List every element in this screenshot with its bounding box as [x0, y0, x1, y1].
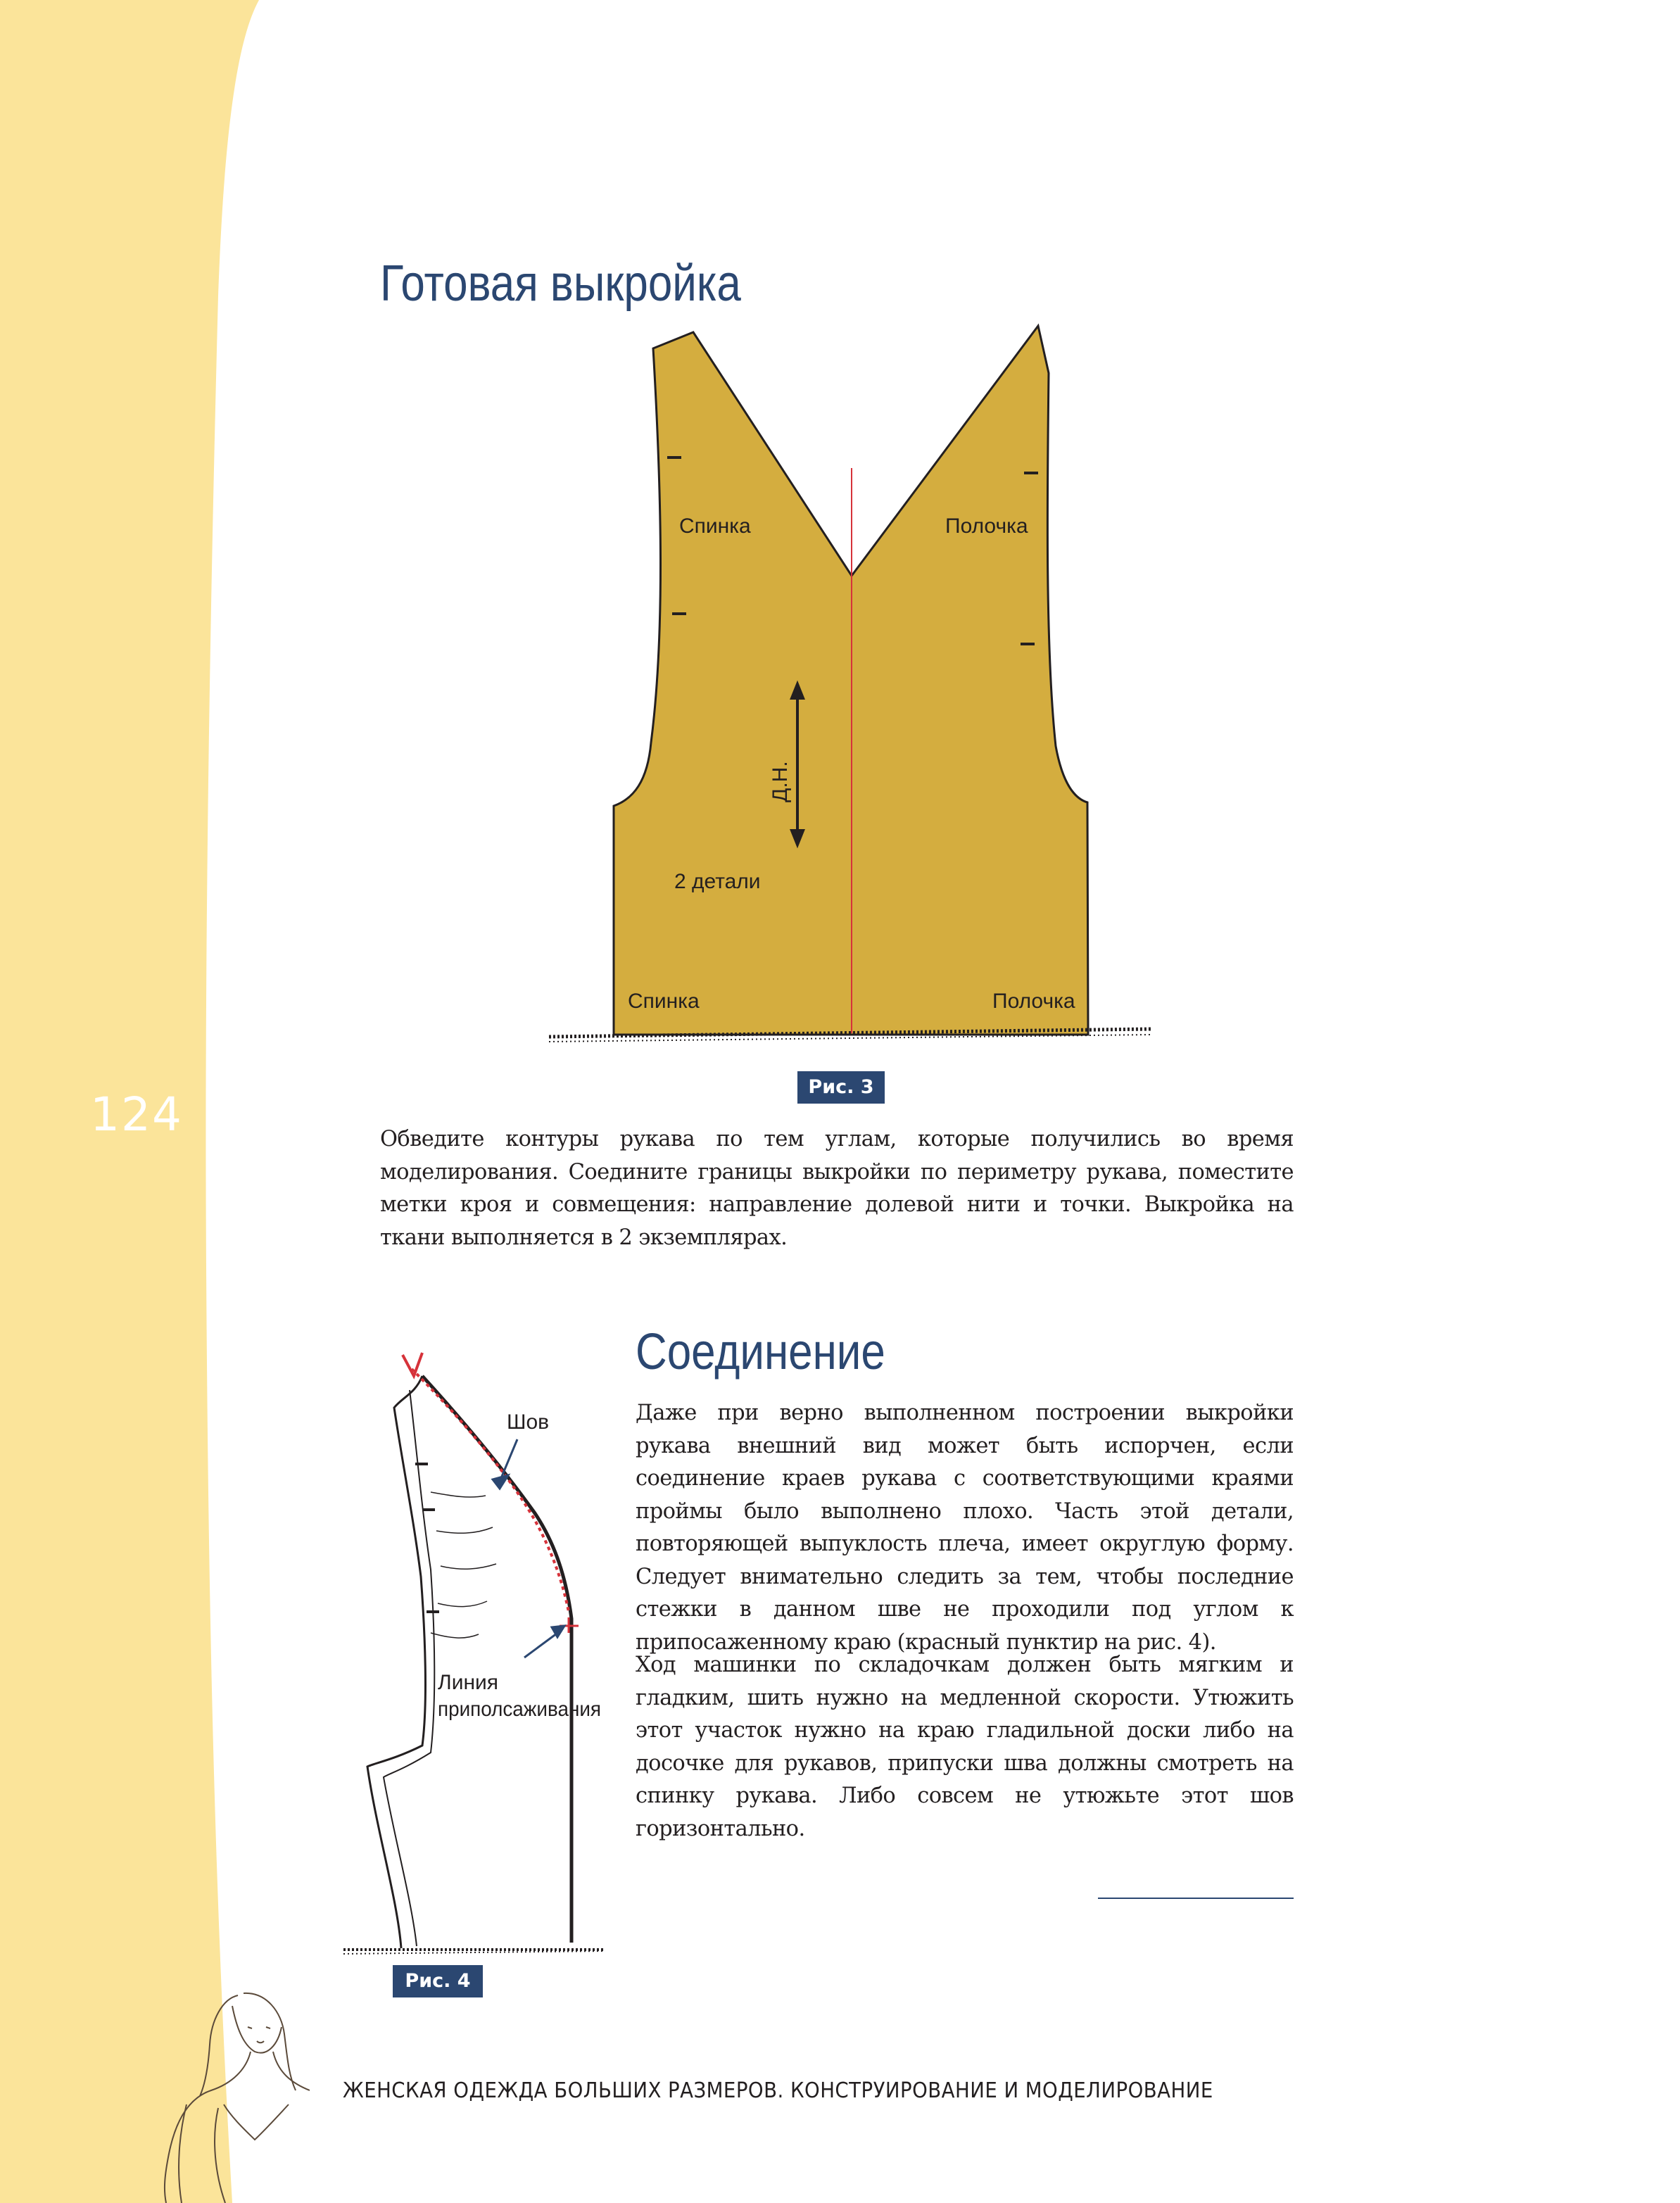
figure-3-vest-pattern	[535, 310, 1168, 1056]
label-back-bottom: Спинка	[628, 990, 700, 1013]
paragraph-joining-1: Даже при верно выполненном построении выкройки рукава внешний вид может быть испорчен, если соединение краев рукава с соответствующими краями проймы было выполнено плохо. Часть этой детали, повторяющей выпуклость плеча, имеет округлую форму. Следует внимательно следить за тем, чтобы последние стежки в данном шве не проходили под углом к припосаженному краю (красный пунктир на рис. 4).	[636, 1401, 1294, 1655]
red-dashed-seam-line	[412, 1369, 569, 1612]
label-parts: 2 детали	[674, 870, 761, 893]
figure-3-caption: Рис. 3	[797, 1071, 885, 1104]
label-grain: Д.Н.	[769, 761, 792, 802]
figure-4-sleeve-seam	[331, 1337, 626, 1971]
page-number: 124	[90, 1087, 183, 1142]
paragraph-joining-2: Ход машинки по складочкам должен быть мягким и гладким, шить нужно на медленной скорости. Утюжить этот участок нужно на краю гладильной доски либо на досочке для рукавов, припуски шва должны смотреть на спинку рукава. Либо совсем не утюжьте этот шов горизонтально.	[636, 1653, 1294, 1841]
figure-4-caption: Рис. 4	[393, 1965, 483, 1997]
label-back-top: Спинка	[679, 515, 751, 538]
section-title-joining: Соединение	[636, 1324, 885, 1380]
red-v-mark	[403, 1353, 422, 1376]
label-front-bottom: Полочка	[992, 990, 1075, 1013]
decorative-rule	[1098, 1898, 1294, 1899]
label-front-top: Полочка	[945, 515, 1028, 538]
footer-book-title: ЖЕНСКАЯ ОДЕЖДА БОЛЬШИХ РАЗМЕРОВ. КОНСТРУИРОВАНИЕ И МОДЕЛИРОВАНИЕ	[343, 2078, 1213, 2103]
paragraph-ready-pattern: Обведите контуры рукава по тем углам, которые получились во время моделирования. Соедините границы выкройки по периметру рукава, поместите метки кроя и совмещения: направление долевой нити и точки. Выкройка на ткани выполняется в 2 экземплярах.	[380, 1127, 1294, 1250]
label-ease-line-1: Линия	[438, 1671, 499, 1694]
section-title-ready-pattern: Готовая выкройка	[380, 255, 741, 312]
label-ease-line-2: приполсаживания	[438, 1698, 601, 1721]
label-seam: Шов	[507, 1410, 550, 1434]
